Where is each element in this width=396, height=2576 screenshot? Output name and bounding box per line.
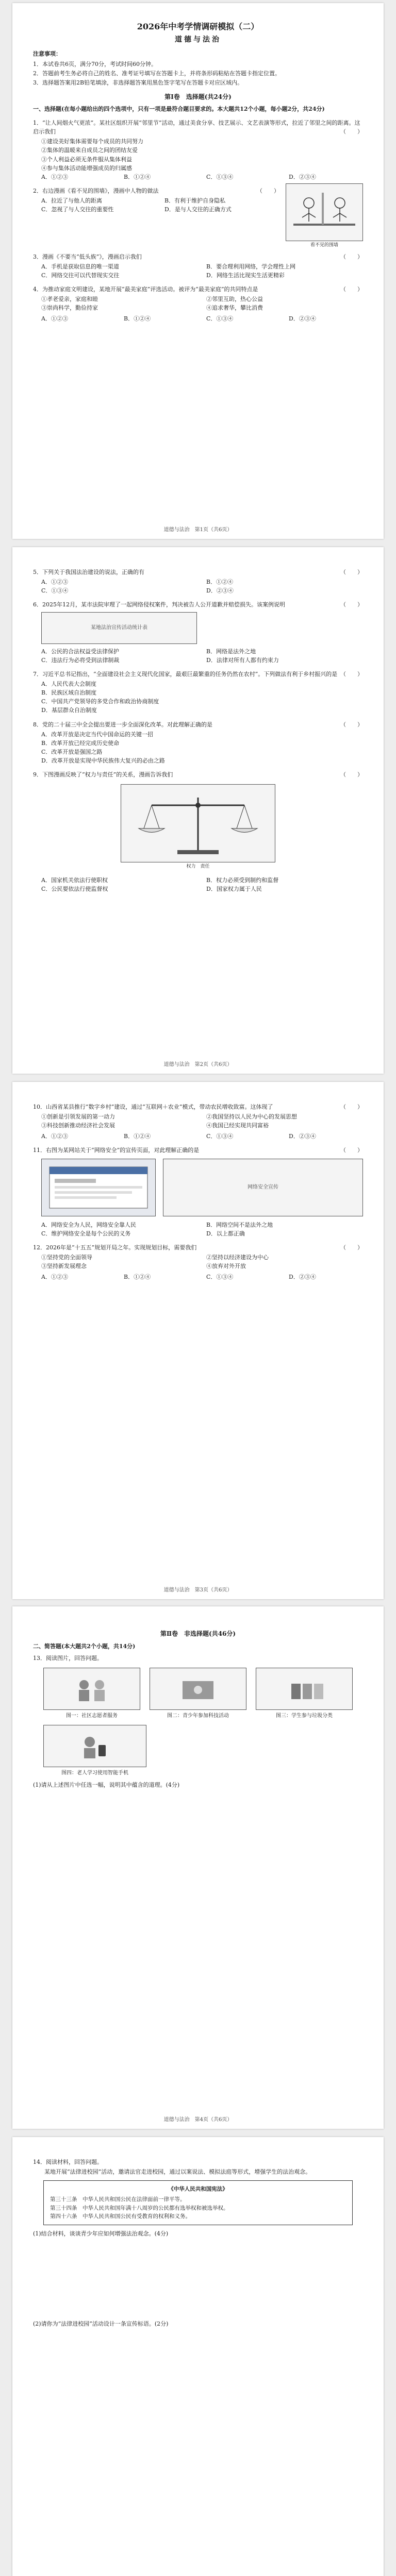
statement: ③崇尚科学，勤俭持家 bbox=[41, 304, 98, 311]
question-14-stem: 14．阅读材料，回答问题。 bbox=[33, 2159, 103, 2165]
exam-page-5 bbox=[12, 2137, 384, 2576]
choice-a: A．①②③ bbox=[41, 1274, 68, 1281]
question-stem: 3．漫画《不要当“低头族”》，漫画启示我们 bbox=[33, 253, 142, 260]
photo-placeholder bbox=[43, 1668, 140, 1710]
cartoon-caption: 看不见的围墙 bbox=[310, 242, 338, 248]
choice-c: C．①③④ bbox=[41, 587, 69, 595]
notice-heading: 注意事项： bbox=[33, 50, 61, 58]
choice-d: D．②③④ bbox=[206, 587, 234, 595]
statement: ②我国坚持以人民为中心的发展思想 bbox=[206, 1113, 297, 1121]
choice-a: A．手机是获取信息的唯一渠道 bbox=[41, 263, 119, 270]
exam-title: 2026年中考学情调研模拟（二） bbox=[137, 22, 259, 31]
choice-c: C．①③④ bbox=[206, 1274, 234, 1281]
question-stem: 10．山西省某县推行“数字乡村”建设，通过“互联网＋农业”模式，带动农民增收致富。这体现了 bbox=[33, 1104, 273, 1110]
notice-item: 3．选择题答案用2B铅笔填涂，非选择题答案用黑色签字笔写在答题卡对应区域内。 bbox=[33, 79, 243, 86]
choice-d: D．国家权力属于人民 bbox=[206, 885, 262, 892]
notice-block bbox=[33, 49, 363, 87]
choice-b: B．网络是法外之地 bbox=[206, 648, 256, 655]
choice-d: D．②③④ bbox=[289, 173, 316, 180]
choice-b: B．①②④ bbox=[124, 1133, 151, 1140]
choice-b: B．改革开放已经完成历史使命 bbox=[41, 739, 120, 747]
choice-d: D．②③④ bbox=[289, 1274, 316, 1281]
choice-c: C．维护网络安全是每个公民的义务 bbox=[41, 1230, 131, 1238]
choice-a: A．国家机关依法行使职权 bbox=[41, 876, 108, 884]
question-1 bbox=[33, 115, 363, 183]
question-14-ask-1: (1)结合材料，谈谈青少年应如何增强法治观念。(4分) bbox=[33, 2230, 169, 2238]
web-page-figure bbox=[41, 1159, 156, 1216]
answer-paren: （ ） bbox=[340, 1244, 363, 1251]
statement: ①孝老爱亲，家庭和睦 bbox=[41, 295, 98, 302]
answer-paren: （ ） bbox=[340, 671, 363, 678]
page-footer: 道德与法治 第3页（共6页） bbox=[163, 1587, 233, 1593]
statement: ③个人利益必须无条件服从集体利益 bbox=[41, 156, 132, 163]
choice-c: C．忽视了与人交往的重要性 bbox=[41, 206, 114, 213]
question-stem: 9．下图漫画反映了“权力与责任”的关系，漫画告诉我们 bbox=[33, 771, 173, 778]
question-13-ask: (1)请从上述图片中任选一幅，说明其中蕴含的道理。(4分) bbox=[33, 1781, 180, 1788]
table-figure bbox=[41, 612, 197, 644]
choice-a: A．改革开放是决定当代中国命运的关键一招 bbox=[41, 731, 153, 738]
question-stem: 12．2026年是“十五五”规划开局之年。实现规划目标，需要我们 bbox=[33, 1244, 197, 1251]
law-line: 第三十三条 中华人民共和国公民在法律面前一律平等。 bbox=[50, 2196, 186, 2203]
web-caption-box bbox=[163, 1159, 363, 1216]
figure-caption: 权力 责任 bbox=[186, 863, 210, 869]
part-1-title: 第Ⅰ卷 选择题(共24分) bbox=[164, 93, 232, 100]
law-excerpt-box bbox=[43, 2180, 353, 2225]
exam-page-1 bbox=[12, 3, 384, 539]
statement: ①创新是引领发展的第一动力 bbox=[41, 1113, 115, 1121]
choice-c: C．公民要依法行使监督权 bbox=[41, 885, 108, 892]
question-stem: 4．为推动家庭文明建设，某地开展“最美家庭”评选活动。被评为“最美家庭”的共同特点是 bbox=[33, 285, 258, 293]
web-page-drawing bbox=[47, 1164, 150, 1211]
exam-subject: 道德与法治 bbox=[175, 35, 221, 44]
answer-paren: （ ） bbox=[340, 771, 363, 778]
question-11 bbox=[33, 1143, 363, 1240]
choice-c: C．①③④ bbox=[206, 1133, 234, 1140]
photo-drawing bbox=[69, 1673, 115, 1704]
choice-b: B．网络空间不是法外之地 bbox=[206, 1222, 273, 1229]
choice-a: A．拉近了与他人的距离 bbox=[41, 197, 102, 204]
image-caption: 图三：学生参与垃圾分类 bbox=[276, 1713, 333, 1719]
image-caption: 图二：青少年参加科技活动 bbox=[167, 1713, 229, 1719]
statement: ④参与集体活动能增强成员的归属感 bbox=[41, 164, 132, 172]
cartoon-image bbox=[286, 183, 363, 241]
answer-paren: （ ） bbox=[340, 1147, 363, 1154]
photo-placeholder bbox=[43, 1725, 146, 1767]
section-1-title: 一、选择题(在每小题给出的四个选项中，只有一项是最符合题目要求的。本大题共12个小题，每小题2分，共24分) bbox=[33, 106, 325, 113]
answer-paren: （ ） bbox=[257, 187, 279, 194]
choice-b: B．①②④ bbox=[124, 1274, 151, 1281]
question-stem: 11．右图为某网站关于“网络安全”的宣传页面，对此理解正确的是 bbox=[33, 1147, 200, 1154]
image-caption: 图四：老人学习使用智能手机 bbox=[61, 1770, 128, 1776]
choice-c: C．改革开放是强国之路 bbox=[41, 748, 103, 755]
question-stem: 7．习近平总书记指出，“全面建设社会主义现代化国家，最艰巨最繁重的任务仍然在农村”。下列做法有利于乡村振兴的是 bbox=[33, 671, 338, 678]
question-12 bbox=[33, 1240, 363, 1283]
choice-c: C．中国共产党领导的多党合作和政治协商制度 bbox=[41, 698, 159, 705]
question-8 bbox=[33, 717, 363, 767]
question-2 bbox=[33, 183, 363, 249]
choice-a: A．公民的合法权益受法律保护 bbox=[41, 648, 119, 655]
choice-b: B．权力必须受到制约和监督 bbox=[206, 876, 279, 884]
statement: ③坚持新发展理念 bbox=[41, 1263, 87, 1270]
statement: ②集体的温暖来自成员之间的团结友爱 bbox=[41, 147, 138, 154]
choice-c: C．①③④ bbox=[206, 315, 234, 322]
statement: ④追求奢华，攀比消费 bbox=[206, 304, 263, 311]
question-stem: 2．右边漫画《看不见的围墙》，漫画中人物的做法 bbox=[33, 187, 159, 194]
question-9 bbox=[33, 767, 363, 895]
section-2-title: 二、简答题(本大题共2个小题，共14分) bbox=[33, 1642, 136, 1650]
question-3 bbox=[33, 249, 363, 282]
photo-placeholder bbox=[150, 1668, 246, 1710]
material-paragraph: 某地开展“法律进校园”活动，邀请法官走进校园，通过以案说法、模拟法庭等形式，增强学生的法治观念。 bbox=[44, 2168, 311, 2176]
law-line: 第三十四条 中华人民共和国年满十八周岁的公民都有选举权和被选举权。 bbox=[50, 2205, 229, 2211]
choice-c: C．违法行为必将受到法律制裁 bbox=[41, 657, 120, 664]
statement: ①建设美好集体需要每个成员的共同努力 bbox=[41, 138, 143, 145]
photo-drawing bbox=[175, 1673, 221, 1704]
table-figure-title: 某地法治宣传活动统计表 bbox=[91, 625, 147, 631]
part-2-title: 第Ⅱ卷 非选择题(共46分) bbox=[160, 1630, 236, 1637]
exam-page-2 bbox=[12, 547, 384, 1074]
statement: ①坚持党的全面领导 bbox=[41, 1254, 92, 1261]
choice-a: A．网络安全为人民，网络安全靠人民 bbox=[41, 1222, 136, 1229]
image-cell bbox=[256, 1668, 353, 1720]
image-cell bbox=[150, 1668, 246, 1720]
image-cell bbox=[43, 1725, 146, 1777]
question-4 bbox=[33, 282, 363, 325]
exam-page-3 bbox=[12, 1082, 384, 1599]
page-footer: 道德与法治 第2页（共6页） bbox=[163, 1061, 233, 1067]
notice-item: 2．答题前考生务必将自己的姓名、准考证号填写在答题卡上，并将条形码粘贴在答题卡指定位置。 bbox=[33, 70, 280, 77]
image-grid bbox=[43, 1668, 353, 1720]
cartoon-drawing bbox=[291, 188, 358, 237]
choice-c: C．网络交往可以代替现实交往 bbox=[41, 272, 120, 279]
statement: ②邻里互助，热心公益 bbox=[206, 295, 263, 302]
balance-scale-drawing bbox=[126, 787, 270, 859]
choice-d: D．基层群众自治制度 bbox=[41, 707, 97, 714]
scale-figure bbox=[121, 784, 275, 862]
statement: ④我国已经实现共同富裕 bbox=[206, 1122, 269, 1129]
answer-space bbox=[33, 1790, 363, 1868]
choice-d: D．②③④ bbox=[289, 315, 316, 322]
answer-paren: （ ） bbox=[340, 1104, 363, 1110]
answer-paren: （ ） bbox=[340, 721, 363, 728]
choice-a: A．人民代表大会制度 bbox=[41, 681, 96, 688]
choice-d: D．②③④ bbox=[289, 1133, 316, 1140]
choice-b: B．民族区域自治制度 bbox=[41, 689, 97, 697]
photo-placeholder bbox=[256, 1668, 353, 1710]
question-7 bbox=[33, 667, 363, 717]
choice-d: D．改革开放是实现中华民族伟大复兴的必由之路 bbox=[41, 757, 165, 764]
question-13-stem: 13．阅读图片，回答问题。 bbox=[33, 1654, 103, 1662]
choice-d: D．网络生活比现实生活更精彩 bbox=[206, 272, 285, 279]
question-5 bbox=[33, 565, 363, 597]
choice-b: B．要合理利用网络，学会理性上网 bbox=[206, 263, 296, 270]
answer-space bbox=[33, 2239, 363, 2316]
question-stem: 5．下列关于我国法治建设的说法，正确的有 bbox=[33, 569, 144, 575]
answer-paren: （ ） bbox=[340, 285, 363, 293]
choice-d: D．法律对所有人都有约束力 bbox=[206, 657, 279, 664]
choice-a: A．①②③ bbox=[41, 579, 68, 586]
answer-paren: （ ） bbox=[340, 569, 363, 575]
image-caption: 图一：社区志愿者服务 bbox=[66, 1713, 118, 1719]
choice-d: D．以上都正确 bbox=[206, 1230, 245, 1238]
statement: ③科技创新推动经济社会发展 bbox=[41, 1122, 115, 1129]
exam-page-4 bbox=[12, 1606, 384, 2129]
choice-b: B．①②④ bbox=[124, 173, 151, 180]
page-footer: 道德与法治 第4页（共6页） bbox=[163, 2116, 233, 2123]
choice-d: D．是与人交往的正确方式 bbox=[164, 206, 232, 213]
choice-a: A．①②③ bbox=[41, 1133, 68, 1140]
answer-paren: （ ） bbox=[340, 253, 363, 260]
choice-c: C．①③④ bbox=[206, 173, 234, 180]
notice-item: 1．本试卷共6页，满分70分，考试时间60分钟。 bbox=[33, 60, 157, 67]
choice-b: B．有利于维护自身隐私 bbox=[164, 197, 226, 204]
question-10 bbox=[33, 1099, 363, 1143]
question-stem: 8．党的二十届三中全会提出要进一步全面深化改革。对此理解正确的是 bbox=[33, 721, 212, 728]
law-title: 《中华人民共和国宪法》 bbox=[168, 2186, 228, 2193]
statement: ④放弃对外开放 bbox=[206, 1263, 246, 1270]
answer-paren: （ ） bbox=[340, 128, 363, 135]
question-14-ask-2: (2)请你为“法律进校园”活动设计一条宣传标语。(2分) bbox=[33, 2320, 169, 2328]
figure-caption: 网络安全宣传 bbox=[248, 1184, 278, 1191]
statement: ②坚持以经济建设为中心 bbox=[206, 1254, 269, 1261]
photo-drawing bbox=[72, 1731, 118, 1761]
answer-space bbox=[33, 2329, 363, 2406]
choice-a: A．①②③ bbox=[41, 315, 68, 322]
choice-a: A．①②③ bbox=[41, 173, 68, 180]
question-stem: 1．“让人间烟火气更浓”。某社区组织开展“邻里节”活动，通过美食分享、技艺展示、文艺表演等形式，拉近了邻里之间的距离。这启示我们 bbox=[33, 120, 360, 135]
question-6 bbox=[33, 597, 363, 667]
answer-paren: （ ） bbox=[340, 601, 363, 608]
law-line: 第四十六条 中华人民共和国公民有受教育的权利和义务。 bbox=[50, 2213, 191, 2219]
choice-b: B．①②④ bbox=[206, 579, 234, 586]
photo-drawing bbox=[281, 1673, 327, 1704]
question-stem: 6．2025年12月，某市法院审理了一起网络侵权案件，判决被告人公开道歉并赔偿损失。该案例说明 bbox=[33, 601, 285, 608]
choice-b: B．①②④ bbox=[124, 315, 151, 322]
page-footer: 道德与法治 第1页（共6页） bbox=[163, 527, 233, 533]
image-cell bbox=[43, 1668, 140, 1720]
